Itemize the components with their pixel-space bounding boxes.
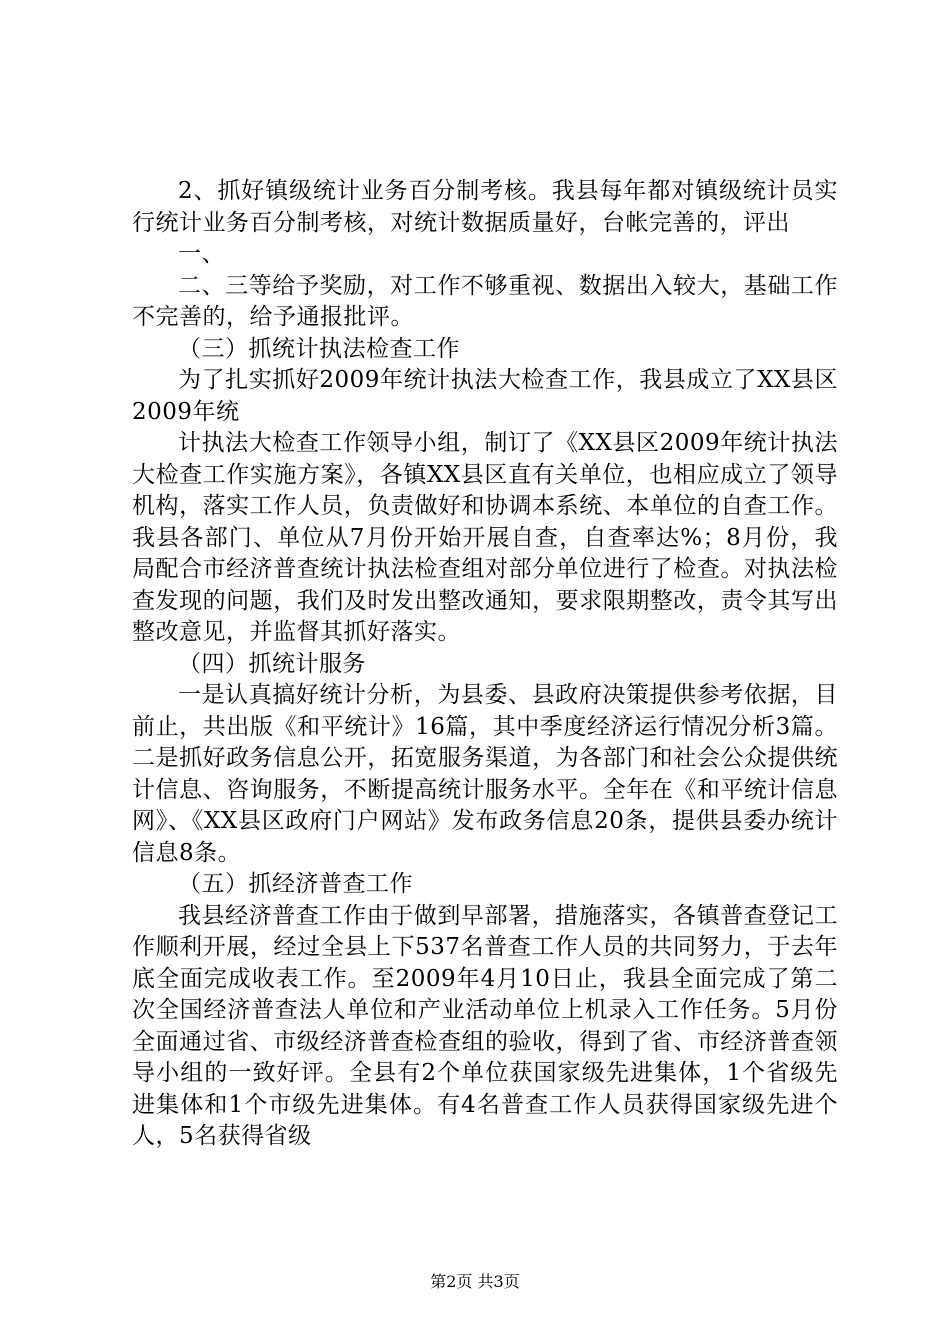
paragraph-census: 我县经济普查工作由于做到早部署，措施落实，各镇普查登记工作顺利开展，经过全县上下537名普查工作人员的共同努力，于去年底全面完成收表工作。至2009年4月10日止，我县全面完成了第二次全国经济普查法人单位和产业活动单位上机录入工作任务。5月份全面通过省、市级经济普查检查组的验收，得到了省、市经济普查领导小组的一致好评。全县有2个单位获国家级先进集体，1个省级先进集体和1个市级先进集体。有4名普查工作人员获得国家级先进个人，5名获得省级 xyxy=(132,902,838,1149)
section-heading-service: （四）抓统计服务 xyxy=(178,650,366,677)
section-heading-enforcement: （三）抓统计执法检查工作 xyxy=(178,335,460,362)
document-body xyxy=(132,176,838,1153)
page-footer: 第2页 共3页 xyxy=(430,1272,520,1291)
paragraph-enforcement-intro: 为了扎实抓好2009年统计执法大检查工作，我县成立了XX县区2009年统 xyxy=(132,367,838,425)
paragraph-rank-first: 一、 xyxy=(178,241,225,267)
paragraph-evaluation: 2、抓好镇级统计业务百分制考核。我县每年都对镇级统计员实行统计业务百分制考核，对统计数据质量好，台帐完善的，评出 xyxy=(132,178,838,236)
paragraph-enforcement-detail: 计执法大检查工作领导小组，制订了《XX县区2009年统计执法大检查工作实施方案》，各镇XX县区直有关单位，也相应成立了领导机构，落实工作人员，负责做好和协调本系统、本单位的自查工作。我县各部门、单位从7月份开始开展自查，自查率达%；8月份，我局配合市经济普查统计执法检查组对部分单位进行了检查。对执法检查发现的问题，我们及时发出整改通知，要求限期整改，责令其写出整改意见，并监督其抓好落实。 xyxy=(132,430,838,645)
paragraph-rewards: 二、三等给予奖励，对工作不够重视、数据出入较大，基础工作不完善的，给予通报批评。 xyxy=(132,272,838,330)
paragraph-service: 一是认真搞好统计分析，为县委、县政府决策提供参考依据，目前止，共出版《和平统计》16篇，其中季度经济运行情况分析3篇。二是抓好政务信息公开，拓宽服务渠道，为各部门和社会公众提供统计信息、咨询服务，不断提高统计服务水平。全年在《和平统计信息网》、《XX县区政府门户网站》发布政务信息20条，提供县委办统计信息8条。 xyxy=(132,682,838,866)
section-heading-census: （五）抓经济普查工作 xyxy=(178,871,413,897)
